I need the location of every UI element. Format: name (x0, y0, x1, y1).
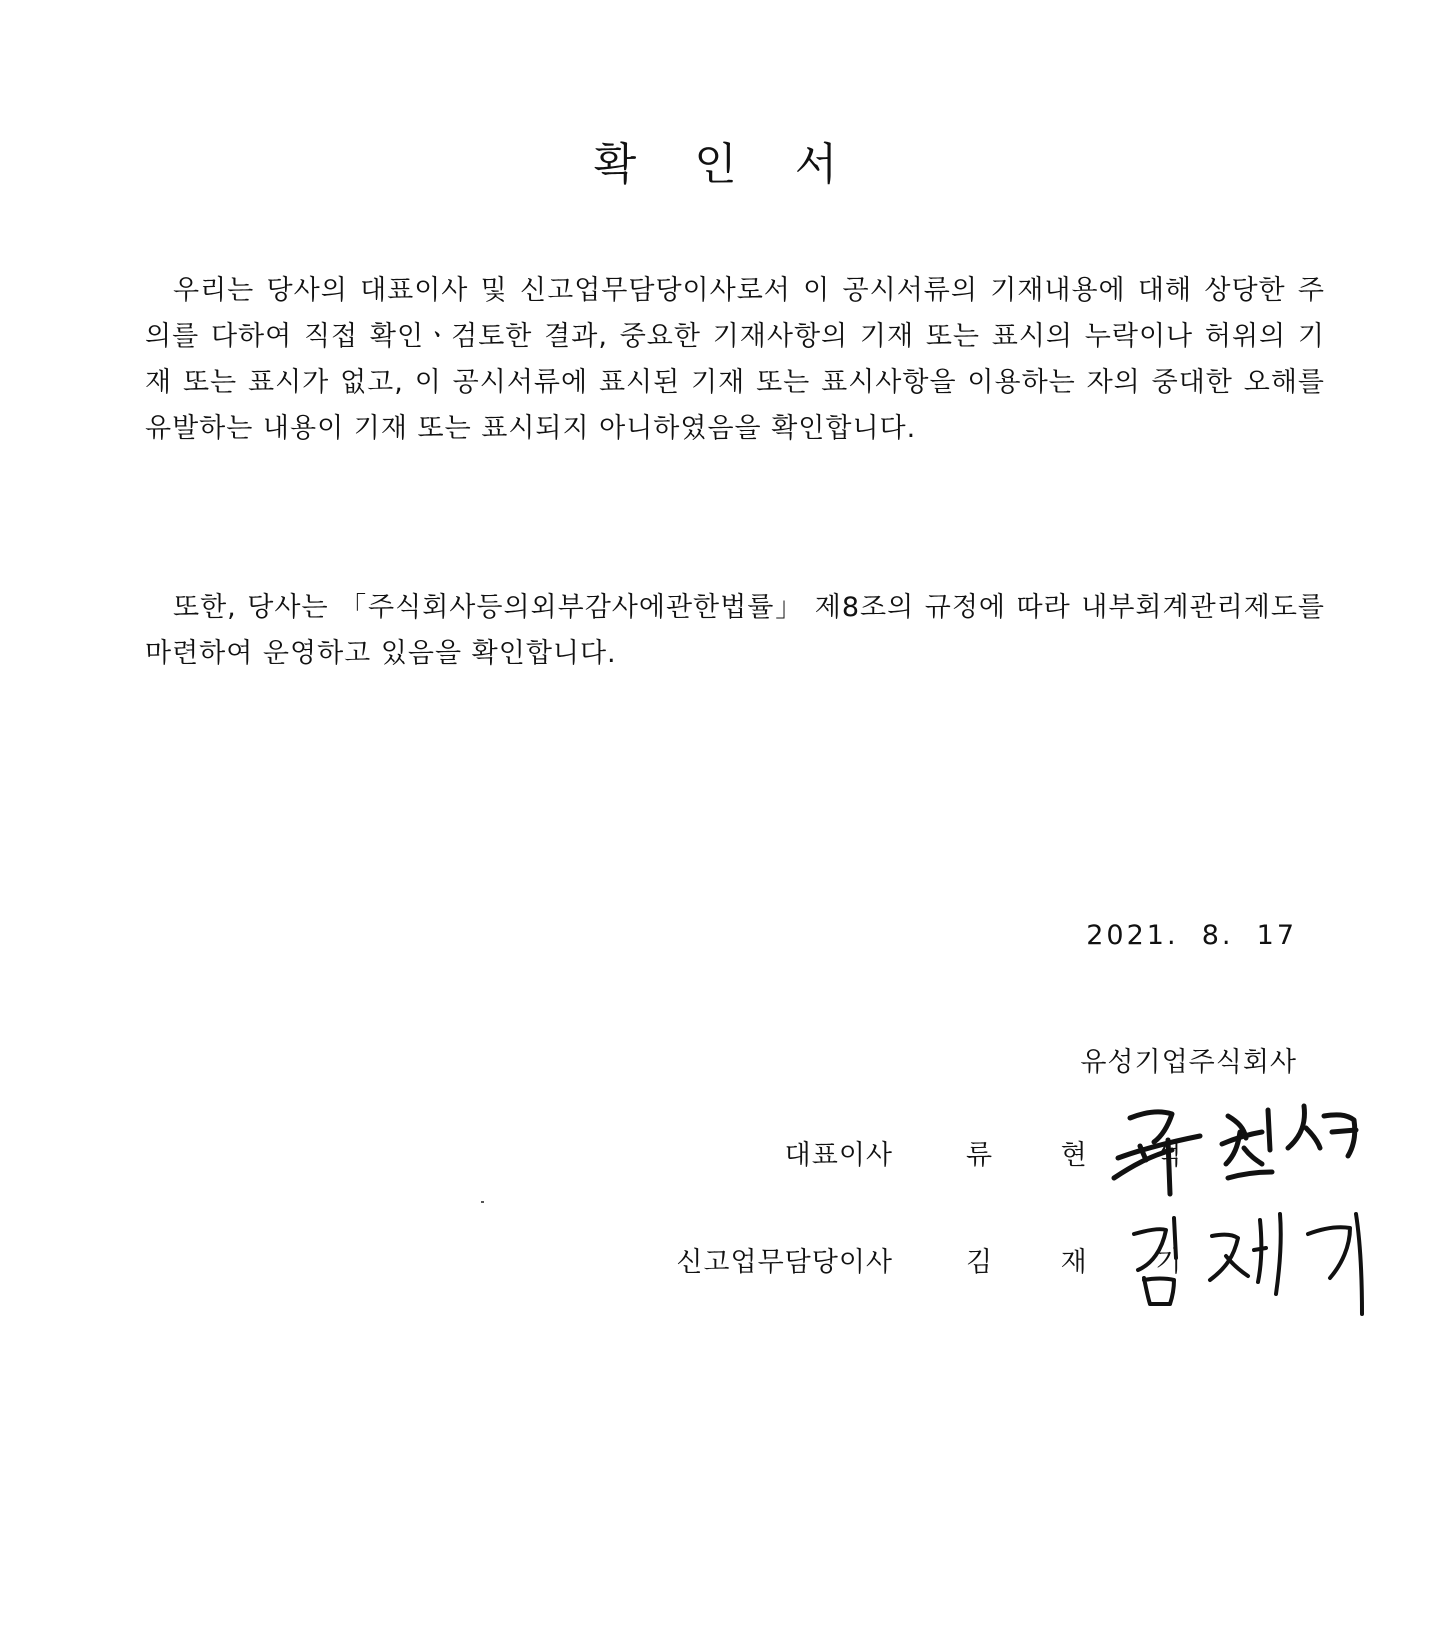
disclosure-officer-signature (1130, 1210, 1370, 1320)
internal-control-paragraph (145, 585, 1325, 677)
confirmation-paragraph (145, 268, 1325, 452)
internal-control-paragraph-text: 또한, 당사는 「주식회사등의외부감사에관한법률」 제8조의 규정에 따라 내부회계관리제도를 마련하여 운영하고 있음을 확인합니다. (145, 592, 1325, 669)
signatory-name: 류 현 석 (966, 1140, 1212, 1171)
signatory-role: 대표이사 (784, 1140, 893, 1171)
signatory-name: 김 재 기 (966, 1247, 1212, 1278)
document-title: 확 인 서 (593, 139, 860, 190)
confirmation-paragraph-text: 우리는 당사의 대표이사 및 신고업무담당이사로서 이 공시서류의 기재내용에 대해 상당한 주의를 다하여 직접 확인ㆍ검토한 결과, 중요한 기재사항의 기재 또는 표시의 누락이나 허위의 기재 또는 표시가 없고, 이 공시서류에 표시된 기재 또는 표시사항을 이용하는 자의 중대한 오해를 유발하는 내용이 기재 또는 표시되지 아니하였음을 확인합니다. (145, 275, 1325, 444)
ceo-signature (1110, 1098, 1370, 1208)
signatory-role: 신고업무담당이사 (676, 1247, 893, 1278)
document-date: 2021. 8. 17 (1086, 920, 1297, 951)
company-name: 유성기업주식회사 (1080, 1047, 1297, 1078)
scan-speck (481, 1201, 484, 1203)
